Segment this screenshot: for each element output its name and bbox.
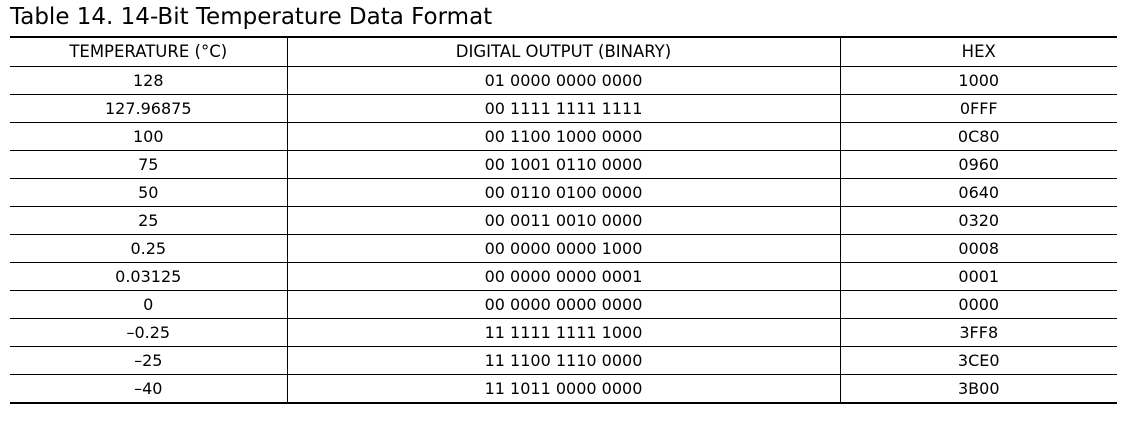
cell-temperature: 100 [10,123,287,151]
cell-temperature: 0.03125 [10,263,287,291]
table-header [10,37,1117,67]
cell-binary: 01 0000 0000 0000 [287,67,840,95]
cell-temperature: –40 [10,375,287,404]
table-row [10,347,1117,375]
table-row [10,151,1117,179]
cell-hex: 3B00 [840,375,1117,404]
cell-binary: 00 0000 0000 0001 [287,263,840,291]
cell-temperature: 0 [10,291,287,319]
cell-temperature: 25 [10,207,287,235]
table-row [10,207,1117,235]
cell-hex: 0320 [840,207,1117,235]
table-body [10,67,1117,404]
cell-hex: 0001 [840,263,1117,291]
table-row [10,179,1117,207]
cell-hex: 0640 [840,179,1117,207]
table-row [10,235,1117,263]
cell-binary: 11 1111 1111 1000 [287,319,840,347]
header-digital-output: DIGITAL OUTPUT (BINARY) [287,37,840,67]
cell-hex: 0FFF [840,95,1117,123]
cell-hex: 0000 [840,291,1117,319]
cell-binary: 00 0110 0100 0000 [287,179,840,207]
cell-temperature: –0.25 [10,319,287,347]
cell-hex: 0008 [840,235,1117,263]
cell-hex: 0C80 [840,123,1117,151]
cell-temperature: 75 [10,151,287,179]
table-row [10,291,1117,319]
cell-binary: 00 1111 1111 1111 [287,95,840,123]
cell-temperature: –25 [10,347,287,375]
cell-binary: 00 0000 0000 1000 [287,235,840,263]
cell-hex: 3FF8 [840,319,1117,347]
cell-temperature: 127.96875 [10,95,287,123]
cell-temperature: 50 [10,179,287,207]
header-temperature: TEMPERATURE (°C) [10,37,287,67]
table-row [10,375,1117,404]
cell-hex: 0960 [840,151,1117,179]
header-hex: HEX [840,37,1117,67]
cell-hex: 1000 [840,67,1117,95]
temperature-data-table [10,36,1117,404]
header-row [10,37,1117,67]
table-row [10,95,1117,123]
cell-binary: 00 1100 1000 0000 [287,123,840,151]
cell-hex: 3CE0 [840,347,1117,375]
cell-binary: 00 1001 0110 0000 [287,151,840,179]
cell-binary: 00 0000 0000 0000 [287,291,840,319]
table-row [10,123,1117,151]
table-row [10,67,1117,95]
table-row [10,319,1117,347]
cell-binary: 11 1011 0000 0000 [287,375,840,404]
cell-binary: 11 1100 1110 0000 [287,347,840,375]
table-title: Table 14. 14-Bit Temperature Data Format [10,4,493,30]
cell-temperature: 0.25 [10,235,287,263]
cell-temperature: 128 [10,67,287,95]
table-row [10,263,1117,291]
cell-binary: 00 0011 0010 0000 [287,207,840,235]
